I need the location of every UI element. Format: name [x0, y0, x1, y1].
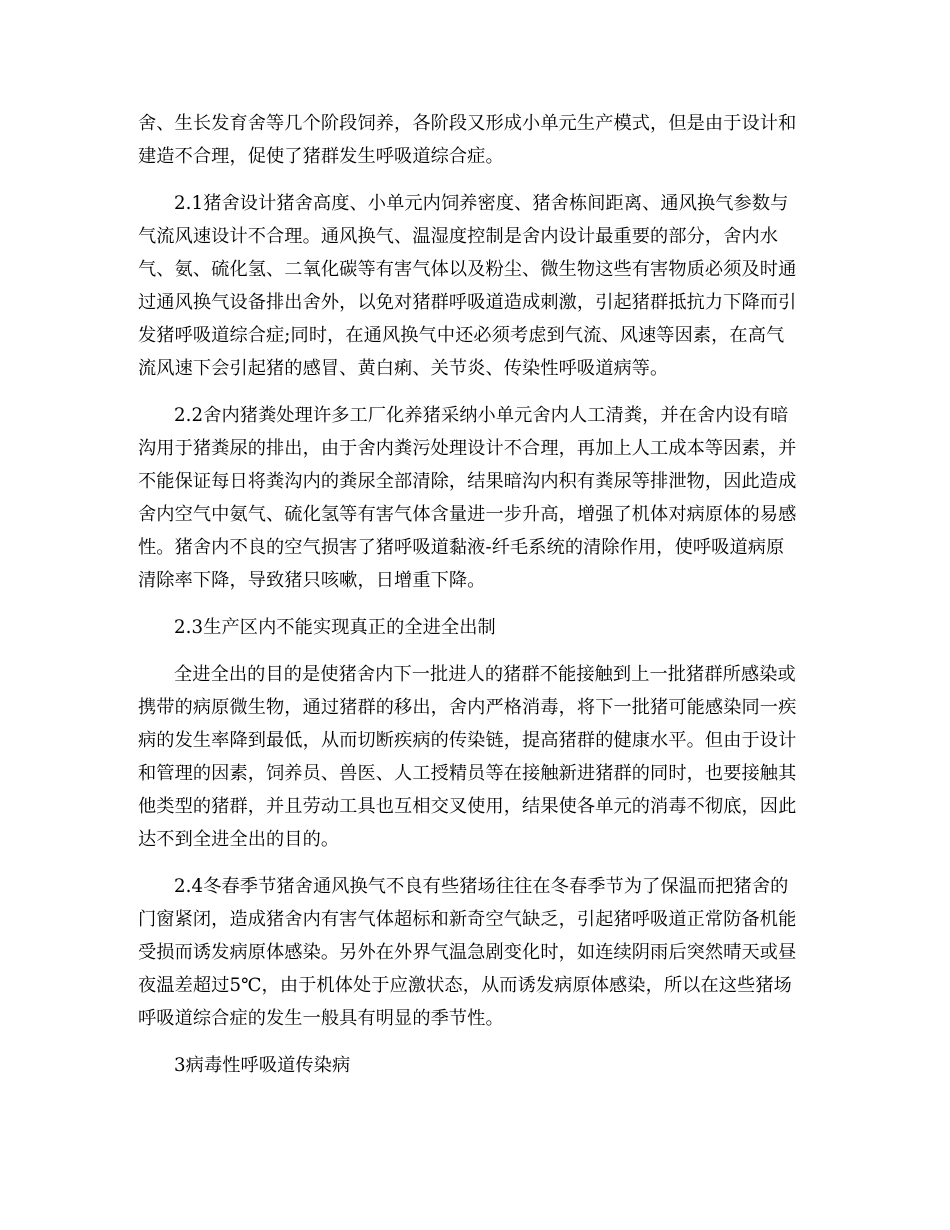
- text-line: 门窗紧闭，造成猪舍内有害气体超标和新奇空气缺乏，引起猪呼吸道正常防备机能: [138, 909, 797, 930]
- section-2-3-heading: 2.3生产区内不能实现真正的全进全出制: [174, 617, 496, 638]
- text-line: 沟用于猪粪尿的排出，由于舍内粪污处理设计不合理，再加上人工成本等因素，并: [138, 438, 797, 459]
- text-line: 舍内空气中氨气、硫化氢等有害气体含量进一步升高，增强了机体对病原体的易感: [138, 504, 797, 525]
- text-line: 过通风换气设备排出舍外，以免对猪群呼吸道造成刺激，引起猪群抵抗力下降而引: [138, 292, 797, 313]
- text-line: 性。猪舍内不良的空气损害了猪呼吸道黏液-纤毛系统的清除作用，使呼吸道病原: [138, 537, 785, 558]
- section-2-1-line: 2.1猪舍设计猪舍高度、小单元内饲养密度、猪舍栋间距离、通风换气参数与: [174, 193, 789, 214]
- text-line: 发猪呼吸道综合症;同时，在通风换气中还必须考虑到气流、风速等因素，在高气: [138, 325, 785, 346]
- text-line: 清除率下降，导致猪只咳嗽，日增重下降。: [138, 570, 486, 591]
- text-line: 他类型的猪群，并且劳动工具也互相交叉使用，结果使各单元的消毒不彻底，因此: [138, 796, 797, 817]
- text-line: 气、氨、硫化氢、二氧化碳等有害气体以及粉尘、微生物这些有害物质必须及时通: [138, 259, 797, 280]
- text-line: 和管理的因素，饲养员、兽医、人工授精员等在接触新进猪群的同时，也要接触其: [138, 763, 797, 784]
- section-2-4-line: 2.4冬春季节猪舍通风换气不良有些猪场往往在冬春季节为了保温而把猪舍的: [174, 876, 789, 897]
- section-3-heading: 3病毒性呼吸道传染病: [174, 1055, 351, 1076]
- section-2-2-line: 2.2舍内猪粪处理许多工厂化养猪采纳小单元舍内人工清粪，并在舍内设有暗: [174, 405, 789, 426]
- text-line: 达不到全进全出的目的。: [138, 829, 340, 850]
- text-line: 病的发生率降到最低，从而切断疾病的传染链，提高猪群的健康水平。但由于设计: [138, 730, 797, 751]
- text-line: 舍、生长发育舍等几个阶段饲养，各阶段又形成小单元生产模式，但是由于设计和: [138, 113, 797, 134]
- text-line: 呼吸道综合症的发生一般具有明显的季节性。: [138, 1008, 504, 1029]
- text-line: 流风速下会引起猪的感冒、黄白痢、关节炎、传染性呼吸道病等。: [138, 358, 669, 379]
- text-line: 不能保证每日将粪沟内的粪尿全部清除，结果暗沟内积有粪尿等排泄物，因此造成: [138, 471, 797, 492]
- text-line: 受损而诱发病原体感染。另外在外界气温急剧变化时，如连续阴雨后突然晴天或昼: [138, 942, 797, 963]
- text-line: 夜温差超过5℃，由于机体处于应激状态，从而诱发病原体感染，所以在这些猪场: [138, 975, 792, 996]
- text-line: 气流风速设计不合理。通风换气、温湿度控制是舍内设计最重要的部分，舍内水: [138, 226, 779, 247]
- text-line: 建造不合理，促使了猪群发生呼吸道综合症。: [138, 146, 504, 167]
- text-line: 全进全出的目的是使猪舍内下一批进人的猪群不能接触到上一批猪群所感染或: [174, 664, 796, 685]
- text-line: 携带的病原微生物，通过猪群的移出，舍内严格消毒，将下一批猪可能感染同一疾: [138, 697, 797, 718]
